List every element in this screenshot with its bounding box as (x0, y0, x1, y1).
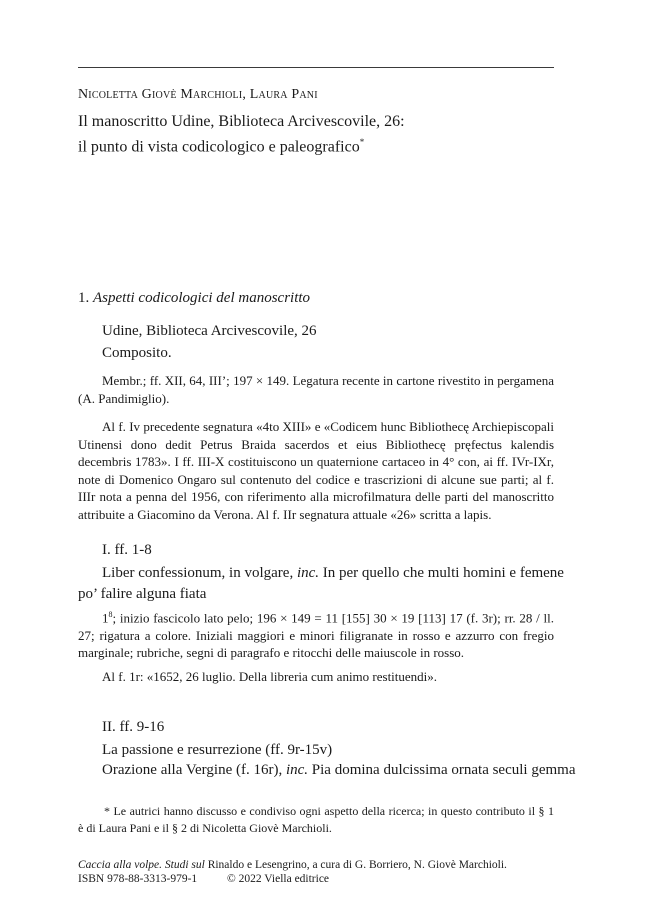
title-note-marker: * (359, 137, 365, 147)
section-heading (78, 290, 310, 307)
unit-2-incipit-label: inc. (285, 762, 309, 778)
header-rule (78, 67, 554, 68)
unit-1-contents (78, 563, 564, 584)
footer-book-title-italic: Caccia alla volpe. Studi sul (78, 859, 205, 871)
section-title: Aspetti codicologici del manoscritto (93, 290, 311, 306)
footer-isbn-line (78, 873, 329, 885)
unit-1-contents-post: In per quello che multi homini e femene (319, 565, 564, 581)
unit-2-heading: II. ff. 9-16 (102, 719, 165, 735)
unit-1-description (78, 606, 554, 662)
unit-1-contents-pre: Liber confessionum, in volgare, (102, 565, 297, 581)
footnote-marker: * (104, 804, 110, 818)
title-line-2-text: il punto di vista codicologico e paleografico (78, 138, 360, 156)
chapter-title (78, 111, 558, 157)
unit-1-description-text: ; inizio fascicolo lato pelo; 196 × 149 = 11 [155] 30 × 19 [113] 17 (f. 3r); rr. 28 / ll. 27; rigatura a colore. Iniziali maggiori e minori filigranate in rosso e azzurro con fregio marginale; rubriche, segni di paragrafo e ritocchi delle maiuscole in rosso. (78, 610, 554, 661)
physical-description: Membr.; ff. XII, 64, III’; 197 × 149. Legatura recente in cartone rivestito in pergamena (A. Pandimiglio). (78, 373, 554, 406)
quire-superscript: 8 (108, 610, 113, 619)
footer-book-title-rest: Rinaldo e Lesengrino, a cura di G. Borriero, N. Giovè Marchioli. (204, 859, 507, 871)
unit-2-line-2-pre: Orazione alla Vergine (f. 16r), (102, 762, 286, 778)
unit-2-line-2-post: Pia domina dulcissima ornata seculi gemma (308, 762, 576, 778)
footnote (78, 803, 554, 836)
unit-1-heading: I. ff. 1-8 (102, 542, 152, 558)
title-line-2 (78, 132, 558, 157)
chapter-authors: Nicoletta Giovè Marchioli, Laura Pani (78, 87, 318, 102)
unit-1-incipit-label: inc. (296, 565, 320, 581)
manuscript-type: Composito. (102, 345, 172, 361)
title-line-1: Il manoscritto Udine, Biblioteca Arcivescovile, 26: (78, 113, 405, 130)
unit-2-line-1: La passione e resurrezione (ff. 9r-15v) (102, 742, 333, 758)
section-number: 1. (78, 290, 90, 306)
quire-number: 1 (102, 610, 109, 626)
unit-1-contents-line-2: po’ falire alguna fiata (78, 586, 207, 602)
unit-2-line-2 (102, 760, 575, 781)
footer-isbn: ISBN 978-88-3313-979-1 (78, 873, 198, 885)
shelfmark: Udine, Biblioteca Arcivescovile, 26 (102, 323, 317, 339)
footnote-text: Le autrici hanno discusso e condiviso ogni aspetto della ricerca; in questo contributo il § 1 è di Laura Pani e il § 2 di Nicoletta Giovè Marchioli. (78, 804, 554, 835)
footer-copyright: © 2022 Viella editrice (227, 873, 330, 885)
manuscript-notes: Al f. Iv precedente segnatura «4to XIII» e «Codicem hunc Bibliothecę Archiepiscopali Utinensi dono dedit Petrus Braida sacerdos et eius Bibliothecę pręfectus kalendis decembris 1783». I ff. III-X costituiscono un quaternione cartaceo in 4° con, ai ff. IVr-IXr, note di Domenico Ongaro sul contenuto del codice e trascrizioni di alcune sue parti; al f. IIIr nota a penna del 1956, con riferimento alla microfilmatura delle parti del manoscritto attribuite a Giacomino da Verona. Al f. IIr segnatura attuale «26» scritta a lapis. (78, 419, 554, 522)
unit-1-note: Al f. 1r: «1652, 26 luglio. Della libreria cum animo restituendi». (102, 669, 438, 684)
footer-book-title (78, 859, 507, 871)
